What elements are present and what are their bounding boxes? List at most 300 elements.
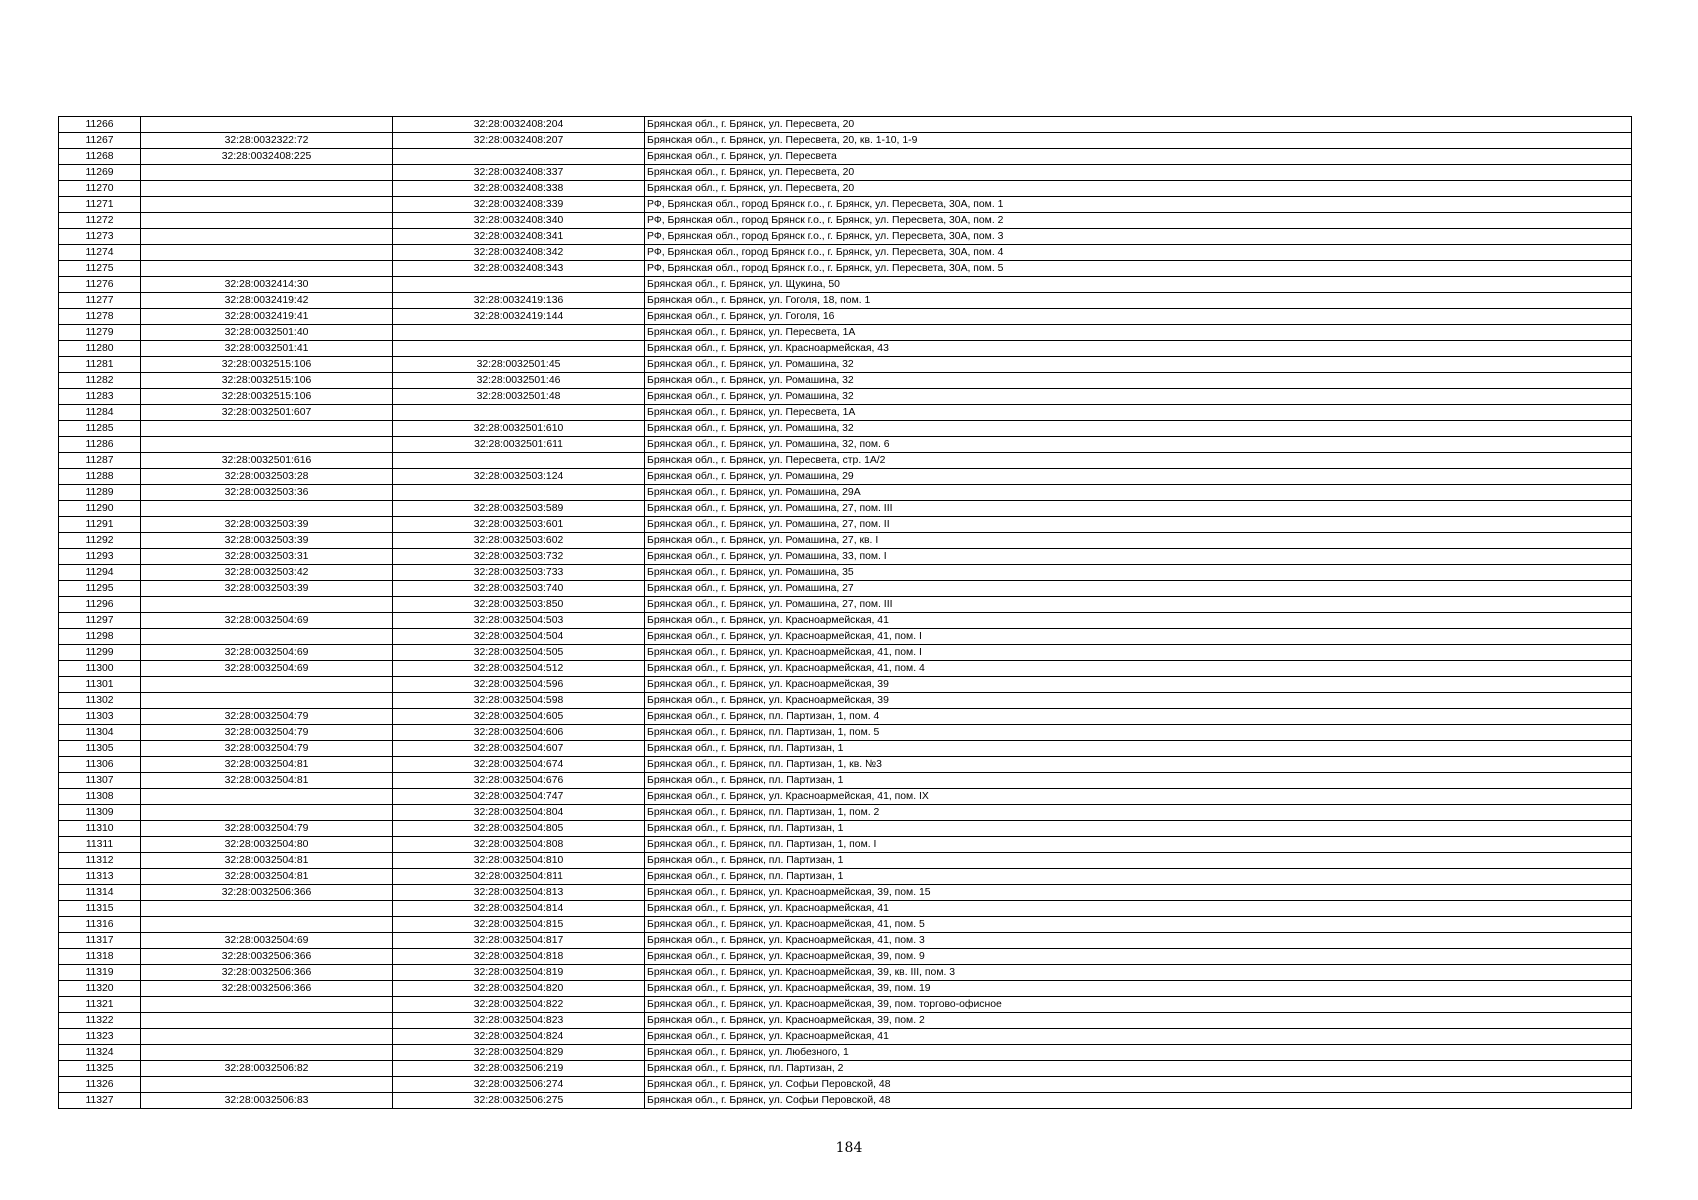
cadastral-number-object-cell: 32:28:0032504:805: [393, 821, 645, 837]
row-number-cell: 11325: [59, 1061, 141, 1077]
address-cell: Брянская обл., г. Брянск, ул. Красноармейская, 43: [645, 341, 1632, 357]
row-number-cell: 11273: [59, 229, 141, 245]
cadastral-number-object-cell: 32:28:0032506:275: [393, 1093, 645, 1109]
cadastral-number-land-cell: 32:28:0032504:69: [141, 613, 393, 629]
table-row: [59, 789, 1632, 805]
row-number-cell: 11308: [59, 789, 141, 805]
cadastral-number-land-cell: [141, 629, 393, 645]
table-row: [59, 469, 1632, 485]
row-number-cell: 11291: [59, 517, 141, 533]
address-cell: Брянская обл., г. Брянск, ул. Красноармейская, 41, пом. 5: [645, 917, 1632, 933]
cadastral-number-land-cell: [141, 693, 393, 709]
table-row: [59, 981, 1632, 997]
cadastral-number-land-cell: [141, 165, 393, 181]
cadastral-number-object-cell: [393, 325, 645, 341]
table-row: [59, 821, 1632, 837]
cadastral-number-land-cell: 32:28:0032504:79: [141, 821, 393, 837]
table-row: [59, 1045, 1632, 1061]
cadastral-number-land-cell: [141, 229, 393, 245]
cadastral-number-object-cell: 32:28:0032504:747: [393, 789, 645, 805]
row-number-cell: 11280: [59, 341, 141, 357]
cadastral-number-land-cell: 32:28:0032503:36: [141, 485, 393, 501]
table-row: [59, 149, 1632, 165]
address-cell: Брянская обл., г. Брянск, ул. Красноармейская, 39, пом. торгово-офисное: [645, 997, 1632, 1013]
row-number-cell: 11268: [59, 149, 141, 165]
cadastral-number-land-cell: 32:28:0032408:225: [141, 149, 393, 165]
registry-table-body: [59, 117, 1632, 1109]
cadastral-number-land-cell: 32:28:0032501:40: [141, 325, 393, 341]
table-row: [59, 229, 1632, 245]
page-number: 184: [835, 1140, 863, 1156]
table-row: [59, 629, 1632, 645]
address-cell: Брянская обл., г. Брянск, ул. Гоголя, 18, пом. 1: [645, 293, 1632, 309]
cadastral-number-land-cell: 32:28:0032506:366: [141, 981, 393, 997]
cadastral-number-object-cell: 32:28:0032503:733: [393, 565, 645, 581]
cadastral-number-land-cell: [141, 597, 393, 613]
row-number-cell: 11269: [59, 165, 141, 181]
cadastral-number-object-cell: 32:28:0032503:732: [393, 549, 645, 565]
row-number-cell: 11285: [59, 421, 141, 437]
address-cell: Брянская обл., г. Брянск, ул. Ромашина, 32: [645, 357, 1632, 373]
cadastral-number-object-cell: 32:28:0032408:207: [393, 133, 645, 149]
table-row: [59, 677, 1632, 693]
address-cell: Брянская обл., г. Брянск, ул. Пересвета, 1А: [645, 405, 1632, 421]
address-cell: Брянская обл., г. Брянск, пл. Партизан, 1: [645, 853, 1632, 869]
table-row: [59, 325, 1632, 341]
address-cell: Брянская обл., г. Брянск, ул. Ромашина, 27, пом. II: [645, 517, 1632, 533]
table-row: [59, 533, 1632, 549]
address-cell: Брянская обл., г. Брянск, ул. Красноармейская, 41, пом. I: [645, 629, 1632, 645]
row-number-cell: 11287: [59, 453, 141, 469]
cadastral-number-land-cell: 32:28:0032506:82: [141, 1061, 393, 1077]
address-cell: Брянская обл., г. Брянск, ул. Ромашина, 35: [645, 565, 1632, 581]
address-cell: Брянская обл., г. Брянск, ул. Красноармейская, 41, пом. 3: [645, 933, 1632, 949]
row-number-cell: 11299: [59, 645, 141, 661]
cadastral-number-object-cell: 32:28:0032503:124: [393, 469, 645, 485]
cadastral-number-land-cell: 32:28:0032515:106: [141, 373, 393, 389]
cadastral-number-object-cell: 32:28:0032408:342: [393, 245, 645, 261]
cadastral-number-object-cell: 32:28:0032503:602: [393, 533, 645, 549]
address-cell: Брянская обл., г. Брянск, ул. Красноармейская, 41: [645, 1029, 1632, 1045]
cadastral-number-land-cell: [141, 1077, 393, 1093]
row-number-cell: 11266: [59, 117, 141, 133]
table-row: [59, 485, 1632, 501]
address-cell: Брянская обл., г. Брянск, ул. Ромашина, 32: [645, 389, 1632, 405]
row-number-cell: 11267: [59, 133, 141, 149]
cadastral-number-object-cell: 32:28:0032504:815: [393, 917, 645, 933]
address-cell: Брянская обл., г. Брянск, ул. Красноармейская, 39, пом. 2: [645, 1013, 1632, 1029]
cadastral-number-object-cell: 32:28:0032501:46: [393, 373, 645, 389]
address-cell: РФ, Брянская обл., город Брянск г.о., г. Брянск, ул. Пересвета, 30А, пом. 3: [645, 229, 1632, 245]
table-row: [59, 357, 1632, 373]
cadastral-number-object-cell: [393, 277, 645, 293]
table-row: [59, 949, 1632, 965]
table-row: [59, 805, 1632, 821]
cadastral-number-object-cell: 32:28:0032504:810: [393, 853, 645, 869]
address-cell: Брянская обл., г. Брянск, пл. Партизан, 2: [645, 1061, 1632, 1077]
address-cell: Брянская обл., г. Брянск, ул. Пересвета, 20: [645, 117, 1632, 133]
cadastral-number-land-cell: 32:28:0032503:39: [141, 533, 393, 549]
cadastral-number-land-cell: [141, 245, 393, 261]
cadastral-number-object-cell: 32:28:0032504:505: [393, 645, 645, 661]
row-number-cell: 11293: [59, 549, 141, 565]
row-number-cell: 11306: [59, 757, 141, 773]
cadastral-number-land-cell: [141, 1045, 393, 1061]
address-cell: Брянская обл., г. Брянск, ул. Софьи Перовской, 48: [645, 1077, 1632, 1093]
cadastral-number-land-cell: [141, 1013, 393, 1029]
cadastral-number-object-cell: 32:28:0032504:811: [393, 869, 645, 885]
row-number-cell: 11310: [59, 821, 141, 837]
table-row: [59, 197, 1632, 213]
cadastral-number-object-cell: 32:28:0032408:339: [393, 197, 645, 213]
row-number-cell: 11281: [59, 357, 141, 373]
cadastral-number-object-cell: 32:28:0032419:136: [393, 293, 645, 309]
table-row: [59, 709, 1632, 725]
row-number-cell: 11288: [59, 469, 141, 485]
cadastral-number-object-cell: 32:28:0032504:596: [393, 677, 645, 693]
cadastral-number-object-cell: [393, 453, 645, 469]
address-cell: Брянская обл., г. Брянск, ул. Красноармейская, 41, пом. I: [645, 645, 1632, 661]
cadastral-number-land-cell: 32:28:0032504:81: [141, 853, 393, 869]
table-row: [59, 245, 1632, 261]
cadastral-number-land-cell: [141, 197, 393, 213]
address-cell: Брянская обл., г. Брянск, ул. Красноармейская, 39, пом. 15: [645, 885, 1632, 901]
address-cell: Брянская обл., г. Брянск, ул. Красноармейская, 39, пом. 9: [645, 949, 1632, 965]
cadastral-number-land-cell: [141, 1029, 393, 1045]
row-number-cell: 11322: [59, 1013, 141, 1029]
cadastral-number-land-cell: [141, 789, 393, 805]
cadastral-number-land-cell: 32:28:0032506:366: [141, 965, 393, 981]
table-row: [59, 837, 1632, 853]
cadastral-number-object-cell: [393, 149, 645, 165]
address-cell: Брянская обл., г. Брянск, ул. Красноармейская, 41, пом. IX: [645, 789, 1632, 805]
address-cell: Брянская обл., г. Брянск, ул. Ромашина, 29А: [645, 485, 1632, 501]
cadastral-number-object-cell: 32:28:0032504:676: [393, 773, 645, 789]
row-number-cell: 11314: [59, 885, 141, 901]
cadastral-number-land-cell: 32:28:0032501:616: [141, 453, 393, 469]
address-cell: Брянская обл., г. Брянск, ул. Пересвета, 20, кв. 1-10, 1-9: [645, 133, 1632, 149]
cadastral-number-object-cell: 32:28:0032504:829: [393, 1045, 645, 1061]
cadastral-number-land-cell: [141, 181, 393, 197]
row-number-cell: 11309: [59, 805, 141, 821]
address-cell: Брянская обл., г. Брянск, ул. Красноармейская, 39, пом. 19: [645, 981, 1632, 997]
cadastral-number-object-cell: [393, 485, 645, 501]
cadastral-number-object-cell: 32:28:0032504:804: [393, 805, 645, 821]
cadastral-number-land-cell: 32:28:0032503:39: [141, 517, 393, 533]
table-row: [59, 613, 1632, 629]
row-number-cell: 11274: [59, 245, 141, 261]
address-cell: Брянская обл., г. Брянск, ул. Пересвета, 20: [645, 181, 1632, 197]
cadastral-number-land-cell: 32:28:0032504:69: [141, 933, 393, 949]
address-cell: Брянская обл., г. Брянск, ул. Гоголя, 16: [645, 309, 1632, 325]
address-cell: Брянская обл., г. Брянск, ул. Красноармейская, 39: [645, 677, 1632, 693]
cadastral-number-land-cell: 32:28:0032501:41: [141, 341, 393, 357]
row-number-cell: 11302: [59, 693, 141, 709]
cadastral-number-land-cell: 32:28:0032322:72: [141, 133, 393, 149]
row-number-cell: 11307: [59, 773, 141, 789]
cadastral-number-land-cell: [141, 261, 393, 277]
table-row: [59, 165, 1632, 181]
row-number-cell: 11312: [59, 853, 141, 869]
row-number-cell: 11320: [59, 981, 141, 997]
table-row: [59, 933, 1632, 949]
cadastral-number-object-cell: 32:28:0032504:818: [393, 949, 645, 965]
row-number-cell: 11304: [59, 725, 141, 741]
row-number-cell: 11272: [59, 213, 141, 229]
address-cell: Брянская обл., г. Брянск, ул. Красноармейская, 39, кв. III, пом. 3: [645, 965, 1632, 981]
row-number-cell: 11316: [59, 917, 141, 933]
cadastral-number-object-cell: 32:28:0032504:819: [393, 965, 645, 981]
cadastral-number-object-cell: 32:28:0032504:814: [393, 901, 645, 917]
cadastral-number-object-cell: 32:28:0032504:808: [393, 837, 645, 853]
cadastral-number-object-cell: 32:28:0032504:504: [393, 629, 645, 645]
table-row: [59, 645, 1632, 661]
row-number-cell: 11276: [59, 277, 141, 293]
row-number-cell: 11294: [59, 565, 141, 581]
row-number-cell: 11324: [59, 1045, 141, 1061]
cadastral-number-object-cell: 32:28:0032504:820: [393, 981, 645, 997]
row-number-cell: 11296: [59, 597, 141, 613]
cadastral-number-land-cell: 32:28:0032504:81: [141, 757, 393, 773]
address-cell: Брянская обл., г. Брянск, ул. Ромашина, 33, пом. I: [645, 549, 1632, 565]
cadastral-number-object-cell: 32:28:0032504:674: [393, 757, 645, 773]
cadastral-number-land-cell: [141, 901, 393, 917]
cadastral-number-land-cell: [141, 997, 393, 1013]
table-row: [59, 917, 1632, 933]
table-row: [59, 885, 1632, 901]
address-cell: РФ, Брянская обл., город Брянск г.о., г. Брянск, ул. Пересвета, 30А, пом. 1: [645, 197, 1632, 213]
row-number-cell: 11286: [59, 437, 141, 453]
row-number-cell: 11326: [59, 1077, 141, 1093]
address-cell: Брянская обл., г. Брянск, пл. Партизан, 1, пом. 2: [645, 805, 1632, 821]
cadastral-number-object-cell: [393, 405, 645, 421]
row-number-cell: 11290: [59, 501, 141, 517]
cadastral-number-object-cell: 32:28:0032408:337: [393, 165, 645, 181]
address-cell: РФ, Брянская обл., город Брянск г.о., г. Брянск, ул. Пересвета, 30А, пом. 2: [645, 213, 1632, 229]
cadastral-number-object-cell: 32:28:0032504:503: [393, 613, 645, 629]
cadastral-number-object-cell: 32:28:0032503:740: [393, 581, 645, 597]
cadastral-number-object-cell: 32:28:0032506:274: [393, 1077, 645, 1093]
table-row: [59, 1077, 1632, 1093]
table-row: [59, 437, 1632, 453]
address-cell: Брянская обл., г. Брянск, пл. Партизан, 1, пом. 5: [645, 725, 1632, 741]
cadastral-number-land-cell: 32:28:0032504:69: [141, 645, 393, 661]
row-number-cell: 11327: [59, 1093, 141, 1109]
cadastral-number-land-cell: 32:28:0032504:79: [141, 709, 393, 725]
cadastral-number-object-cell: 32:28:0032504:822: [393, 997, 645, 1013]
address-cell: РФ, Брянская обл., город Брянск г.о., г. Брянск, ул. Пересвета, 30А, пом. 4: [645, 245, 1632, 261]
row-number-cell: 11270: [59, 181, 141, 197]
cadastral-number-object-cell: 32:28:0032504:813: [393, 885, 645, 901]
table-row: [59, 597, 1632, 613]
table-row: [59, 517, 1632, 533]
cadastral-number-land-cell: [141, 437, 393, 453]
row-number-cell: 11295: [59, 581, 141, 597]
table-row: [59, 405, 1632, 421]
table-row: [59, 261, 1632, 277]
table-row: [59, 741, 1632, 757]
address-cell: Брянская обл., г. Брянск, ул. Софьи Перовской, 48: [645, 1093, 1632, 1109]
cadastral-number-object-cell: 32:28:0032504:605: [393, 709, 645, 725]
cadastral-number-object-cell: 32:28:0032504:606: [393, 725, 645, 741]
row-number-cell: 11297: [59, 613, 141, 629]
cadastral-number-object-cell: 32:28:0032504:512: [393, 661, 645, 677]
cadastral-number-object-cell: 32:28:0032504:598: [393, 693, 645, 709]
cadastral-number-land-cell: [141, 501, 393, 517]
cadastral-number-land-cell: 32:28:0032504:81: [141, 773, 393, 789]
table-row: [59, 421, 1632, 437]
cadastral-number-land-cell: 32:28:0032503:42: [141, 565, 393, 581]
cadastral-number-object-cell: 32:28:0032408:204: [393, 117, 645, 133]
cadastral-number-land-cell: 32:28:0032504:79: [141, 741, 393, 757]
cadastral-number-land-cell: 32:28:0032515:106: [141, 357, 393, 373]
cadastral-number-land-cell: 32:28:0032506:366: [141, 949, 393, 965]
cadastral-number-land-cell: 32:28:0032504:81: [141, 869, 393, 885]
row-number-cell: 11282: [59, 373, 141, 389]
table-row: [59, 501, 1632, 517]
cadastral-number-land-cell: [141, 117, 393, 133]
cadastral-number-land-cell: 32:28:0032503:31: [141, 549, 393, 565]
row-number-cell: 11305: [59, 741, 141, 757]
address-cell: Брянская обл., г. Брянск, пл. Партизан, 1: [645, 869, 1632, 885]
row-number-cell: 11277: [59, 293, 141, 309]
table-row: [59, 549, 1632, 565]
row-number-cell: 11319: [59, 965, 141, 981]
row-number-cell: 11279: [59, 325, 141, 341]
cadastral-number-land-cell: 32:28:0032506:83: [141, 1093, 393, 1109]
cadastral-number-object-cell: 32:28:0032501:45: [393, 357, 645, 373]
address-cell: Брянская обл., г. Брянск, ул. Пересвета: [645, 149, 1632, 165]
address-cell: Брянская обл., г. Брянск, ул. Красноармейская, 41, пом. 4: [645, 661, 1632, 677]
cadastral-number-object-cell: 32:28:0032501:610: [393, 421, 645, 437]
address-cell: Брянская обл., г. Брянск, ул. Ромашина, 29: [645, 469, 1632, 485]
cadastral-number-object-cell: 32:28:0032506:219: [393, 1061, 645, 1077]
cadastral-number-land-cell: [141, 421, 393, 437]
cadastral-number-land-cell: 32:28:0032501:607: [141, 405, 393, 421]
cadastral-number-land-cell: [141, 677, 393, 693]
table-row: [59, 293, 1632, 309]
table-row: [59, 133, 1632, 149]
address-cell: Брянская обл., г. Брянск, ул. Ромашина, 27, пом. III: [645, 597, 1632, 613]
table-row: [59, 853, 1632, 869]
table-row: [59, 725, 1632, 741]
row-number-cell: 11313: [59, 869, 141, 885]
cadastral-number-object-cell: 32:28:0032504:817: [393, 933, 645, 949]
address-cell: Брянская обл., г. Брянск, ул. Щукина, 50: [645, 277, 1632, 293]
table-row: [59, 1093, 1632, 1109]
row-number-cell: 11311: [59, 837, 141, 853]
address-cell: Брянская обл., г. Брянск, ул. Красноармейская, 39: [645, 693, 1632, 709]
row-number-cell: 11289: [59, 485, 141, 501]
cadastral-number-land-cell: 32:28:0032419:41: [141, 309, 393, 325]
table-row: [59, 1061, 1632, 1077]
address-cell: Брянская обл., г. Брянск, пл. Партизан, 1, кв. №3: [645, 757, 1632, 773]
cadastral-number-land-cell: [141, 917, 393, 933]
table-row: [59, 869, 1632, 885]
row-number-cell: 11298: [59, 629, 141, 645]
table-row: [59, 901, 1632, 917]
cadastral-number-object-cell: 32:28:0032504:823: [393, 1013, 645, 1029]
row-number-cell: 11292: [59, 533, 141, 549]
row-number-cell: 11317: [59, 933, 141, 949]
row-number-cell: 11301: [59, 677, 141, 693]
table-row: [59, 693, 1632, 709]
table-row: [59, 997, 1632, 1013]
table-row: [59, 117, 1632, 133]
table-row: [59, 373, 1632, 389]
cadastral-number-land-cell: 32:28:0032419:42: [141, 293, 393, 309]
cadastral-number-land-cell: 32:28:0032503:28: [141, 469, 393, 485]
cadastral-number-object-cell: 32:28:0032504:824: [393, 1029, 645, 1045]
row-number-cell: 11278: [59, 309, 141, 325]
cadastral-number-object-cell: 32:28:0032501:48: [393, 389, 645, 405]
address-cell: РФ, Брянская обл., город Брянск г.о., г. Брянск, ул. Пересвета, 30А, пом. 5: [645, 261, 1632, 277]
table-row: [59, 773, 1632, 789]
cadastral-number-object-cell: [393, 341, 645, 357]
address-cell: Брянская обл., г. Брянск, ул. Ромашина, 32: [645, 373, 1632, 389]
cadastral-number-land-cell: 32:28:0032515:106: [141, 389, 393, 405]
table-row: [59, 565, 1632, 581]
cadastral-number-object-cell: 32:28:0032419:144: [393, 309, 645, 325]
row-number-cell: 11318: [59, 949, 141, 965]
address-cell: Брянская обл., г. Брянск, ул. Красноармейская, 41: [645, 613, 1632, 629]
address-cell: Брянская обл., г. Брянск, ул. Ромашина, 27, пом. III: [645, 501, 1632, 517]
table-row: [59, 453, 1632, 469]
cadastral-number-land-cell: 32:28:0032504:69: [141, 661, 393, 677]
address-cell: Брянская обл., г. Брянск, ул. Красноармейская, 41: [645, 901, 1632, 917]
row-number-cell: 11271: [59, 197, 141, 213]
cadastral-number-object-cell: 32:28:0032504:607: [393, 741, 645, 757]
address-cell: Брянская обл., г. Брянск, ул. Ромашина, 32, пом. 6: [645, 437, 1632, 453]
table-row: [59, 581, 1632, 597]
table-row: [59, 965, 1632, 981]
table-row: [59, 277, 1632, 293]
cadastral-number-land-cell: [141, 805, 393, 821]
address-cell: Брянская обл., г. Брянск, ул. Пересвета, 1А: [645, 325, 1632, 341]
table-row: [59, 181, 1632, 197]
cadastral-number-object-cell: 32:28:0032408:340: [393, 213, 645, 229]
address-cell: Брянская обл., г. Брянск, ул. Ромашина, 32: [645, 421, 1632, 437]
cadastral-number-object-cell: 32:28:0032408:338: [393, 181, 645, 197]
address-cell: Брянская обл., г. Брянск, ул. Пересвета, 20: [645, 165, 1632, 181]
table-row: [59, 661, 1632, 677]
table-row: [59, 341, 1632, 357]
cadastral-number-land-cell: 32:28:0032504:79: [141, 725, 393, 741]
address-cell: Брянская обл., г. Брянск, ул. Любезного, 1: [645, 1045, 1632, 1061]
cadastral-number-object-cell: 32:28:0032503:601: [393, 517, 645, 533]
row-number-cell: 11321: [59, 997, 141, 1013]
row-number-cell: 11315: [59, 901, 141, 917]
table-row: [59, 309, 1632, 325]
row-number-cell: 11284: [59, 405, 141, 421]
table-row: [59, 389, 1632, 405]
address-cell: Брянская обл., г. Брянск, ул. Ромашина, 27, кв. I: [645, 533, 1632, 549]
cadastral-number-land-cell: 32:28:0032414:30: [141, 277, 393, 293]
cadastral-number-land-cell: [141, 213, 393, 229]
cadastral-number-object-cell: 32:28:0032408:341: [393, 229, 645, 245]
registry-table: [58, 116, 1632, 1109]
row-number-cell: 11300: [59, 661, 141, 677]
table-row: [59, 757, 1632, 773]
address-cell: Брянская обл., г. Брянск, пл. Партизан, 1, пом. 4: [645, 709, 1632, 725]
address-cell: Брянская обл., г. Брянск, пл. Партизан, 1: [645, 773, 1632, 789]
cadastral-number-object-cell: 32:28:0032503:850: [393, 597, 645, 613]
cadastral-number-land-cell: 32:28:0032504:80: [141, 837, 393, 853]
cadastral-number-object-cell: 32:28:0032503:589: [393, 501, 645, 517]
address-cell: Брянская обл., г. Брянск, ул. Ромашина, 27: [645, 581, 1632, 597]
address-cell: Брянская обл., г. Брянск, пл. Партизан, 1: [645, 741, 1632, 757]
address-cell: Брянская обл., г. Брянск, пл. Партизан, 1: [645, 821, 1632, 837]
